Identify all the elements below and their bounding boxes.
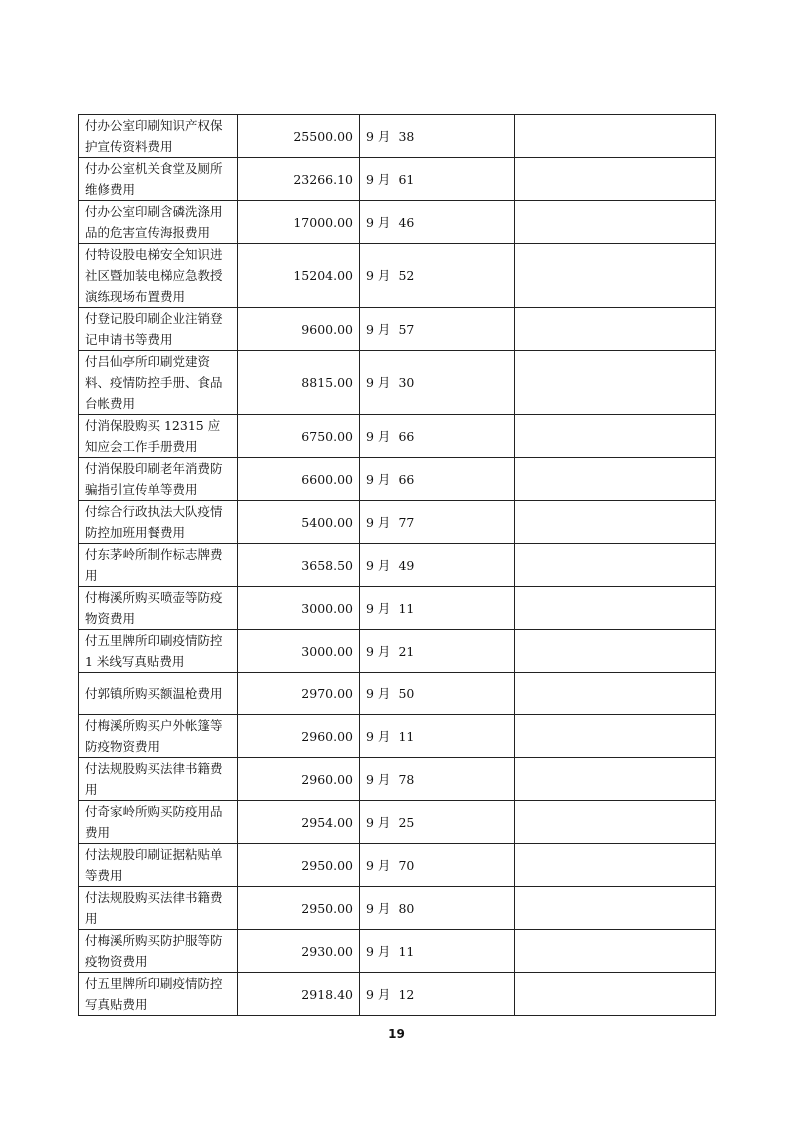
table-row (79, 973, 716, 1016)
remarks-cell (515, 887, 716, 930)
remarks-cell (515, 201, 716, 244)
expense-description: 付法规股购买法律书籍费用 (79, 887, 238, 930)
voucher-month: 9 月 (366, 943, 391, 959)
voucher-number: 77 (398, 514, 415, 530)
voucher-reference (360, 201, 515, 244)
voucher-reference (360, 158, 515, 201)
expense-amount: 2950.00 (238, 844, 360, 887)
table-row (79, 115, 716, 158)
voucher-number: 78 (398, 771, 415, 787)
table-row (79, 501, 716, 544)
voucher-month: 9 月 (366, 728, 391, 744)
expense-description: 付梅溪所购买喷壶等防疫物资费用 (79, 587, 238, 630)
expense-description: 付综合行政执法大队疫情防控加班用餐费用 (79, 501, 238, 544)
expense-amount: 2918.40 (238, 973, 360, 1016)
voucher-month: 9 月 (366, 857, 391, 873)
voucher-number: 66 (398, 428, 415, 444)
expense-amount: 6750.00 (238, 415, 360, 458)
voucher-reference (360, 887, 515, 930)
expense-amount: 3000.00 (238, 630, 360, 673)
expense-description: 付奇家岭所购买防疫用品费用 (79, 801, 238, 844)
remarks-cell (515, 673, 716, 715)
remarks-cell (515, 844, 716, 887)
voucher-month: 9 月 (366, 771, 391, 787)
voucher-number: 49 (398, 557, 415, 573)
expense-amount: 9600.00 (238, 308, 360, 351)
expense-amount: 6600.00 (238, 458, 360, 501)
voucher-month: 9 月 (366, 686, 391, 701)
voucher-number: 61 (398, 171, 415, 187)
voucher-reference (360, 115, 515, 158)
expense-description: 付郭镇所购买额温枪费用 (79, 673, 238, 715)
voucher-number: 66 (398, 471, 415, 487)
remarks-cell (515, 930, 716, 973)
voucher-reference (360, 930, 515, 973)
voucher-month: 9 月 (366, 600, 391, 616)
expense-amount: 2970.00 (238, 673, 360, 715)
expense-description: 付登记股印刷企业注销登记申请书等费用 (79, 308, 238, 351)
table-row (79, 801, 716, 844)
voucher-month: 9 月 (366, 471, 391, 487)
expense-amount: 2950.00 (238, 887, 360, 930)
voucher-number: 52 (398, 268, 415, 283)
voucher-number: 25 (398, 814, 415, 830)
table-row (79, 458, 716, 501)
voucher-number: 21 (398, 643, 415, 659)
voucher-reference (360, 415, 515, 458)
expense-description: 付五里牌所印刷疫情防控 1 米线写真贴费用 (79, 630, 238, 673)
remarks-cell (515, 115, 716, 158)
expense-amount: 17000.00 (238, 201, 360, 244)
voucher-month: 9 月 (366, 268, 391, 283)
voucher-reference (360, 501, 515, 544)
table-row (79, 715, 716, 758)
expense-amount: 23266.10 (238, 158, 360, 201)
remarks-cell (515, 308, 716, 351)
table-row (79, 308, 716, 351)
voucher-reference (360, 715, 515, 758)
table-row (79, 758, 716, 801)
voucher-number: 30 (398, 375, 415, 390)
expense-amount: 3000.00 (238, 587, 360, 630)
expense-description: 付东茅岭所制作标志牌费用 (79, 544, 238, 587)
voucher-reference (360, 673, 515, 715)
voucher-month: 9 月 (366, 986, 391, 1002)
voucher-reference (360, 458, 515, 501)
expense-amount: 2954.00 (238, 801, 360, 844)
table-row (79, 930, 716, 973)
expense-amount: 15204.00 (238, 244, 360, 308)
voucher-reference (360, 844, 515, 887)
table-row (79, 630, 716, 673)
expense-description: 付梅溪所购买户外帐篷等防疫物资费用 (79, 715, 238, 758)
remarks-cell (515, 973, 716, 1016)
expense-description: 付消保股购买 12315 应知应会工作手册费用 (79, 415, 238, 458)
expense-description: 付吕仙亭所印刷党建资料、疫情防控手册、食品台帐费用 (79, 351, 238, 415)
remarks-cell (515, 501, 716, 544)
table-row (79, 415, 716, 458)
table-row (79, 544, 716, 587)
voucher-reference (360, 801, 515, 844)
voucher-reference (360, 587, 515, 630)
voucher-number: 57 (398, 321, 415, 337)
voucher-reference (360, 544, 515, 587)
voucher-reference (360, 308, 515, 351)
remarks-cell (515, 801, 716, 844)
expense-table (78, 114, 716, 1016)
expense-description: 付法规股印刷证据粘贴单等费用 (79, 844, 238, 887)
expense-description: 付办公室印刷含磷洗涤用品的危害宣传海报费用 (79, 201, 238, 244)
remarks-cell (515, 544, 716, 587)
remarks-cell (515, 351, 716, 415)
voucher-number: 38 (398, 128, 415, 144)
expense-description: 付办公室机关食堂及厕所维修费用 (79, 158, 238, 201)
page-number: 19 (388, 1027, 405, 1041)
expense-description: 付办公室印刷知识产权保护宣传资料费用 (79, 115, 238, 158)
voucher-number: 11 (398, 943, 415, 959)
voucher-month: 9 月 (366, 428, 391, 444)
expense-description: 付特设股电梯安全知识进社区暨加装电梯应急教授演练现场布置费用 (79, 244, 238, 308)
voucher-month: 9 月 (366, 321, 391, 337)
expense-amount: 25500.00 (238, 115, 360, 158)
voucher-month: 9 月 (366, 557, 391, 573)
voucher-number: 12 (398, 986, 415, 1002)
expense-amount: 3658.50 (238, 544, 360, 587)
voucher-number: 70 (398, 857, 415, 873)
remarks-cell (515, 715, 716, 758)
table-row (79, 201, 716, 244)
table-row (79, 587, 716, 630)
remarks-cell (515, 458, 716, 501)
expense-amount: 8815.00 (238, 351, 360, 415)
table-row (79, 158, 716, 201)
voucher-month: 9 月 (366, 643, 391, 659)
voucher-number: 46 (398, 214, 415, 230)
expense-amount: 2960.00 (238, 758, 360, 801)
remarks-cell (515, 758, 716, 801)
expense-amount: 2930.00 (238, 930, 360, 973)
voucher-month: 9 月 (366, 171, 391, 187)
voucher-month: 9 月 (366, 128, 391, 144)
table-row (79, 244, 716, 308)
voucher-reference (360, 244, 515, 308)
voucher-month: 9 月 (366, 514, 391, 530)
expense-amount: 2960.00 (238, 715, 360, 758)
voucher-number: 80 (398, 900, 415, 916)
voucher-month: 9 月 (366, 214, 391, 230)
remarks-cell (515, 587, 716, 630)
expense-description: 付消保股印刷老年消费防骗指引宣传单等费用 (79, 458, 238, 501)
expense-table-body (79, 115, 716, 1016)
expense-description: 付梅溪所购买防护服等防疫物资费用 (79, 930, 238, 973)
expense-description: 付五里牌所印刷疫情防控写真贴费用 (79, 973, 238, 1016)
voucher-month: 9 月 (366, 375, 391, 390)
remarks-cell (515, 630, 716, 673)
remarks-cell (515, 415, 716, 458)
voucher-month: 9 月 (366, 900, 391, 916)
voucher-number: 50 (398, 686, 415, 701)
table-row (79, 844, 716, 887)
expense-description: 付法规股购买法律书籍费用 (79, 758, 238, 801)
voucher-month: 9 月 (366, 814, 391, 830)
voucher-number: 11 (398, 728, 415, 744)
voucher-reference (360, 758, 515, 801)
voucher-reference (360, 630, 515, 673)
expense-amount: 5400.00 (238, 501, 360, 544)
voucher-reference (360, 973, 515, 1016)
table-row (79, 351, 716, 415)
table-row (79, 887, 716, 930)
table-row (79, 673, 716, 715)
remarks-cell (515, 158, 716, 201)
voucher-number: 11 (398, 600, 415, 616)
remarks-cell (515, 244, 716, 308)
voucher-reference (360, 351, 515, 415)
